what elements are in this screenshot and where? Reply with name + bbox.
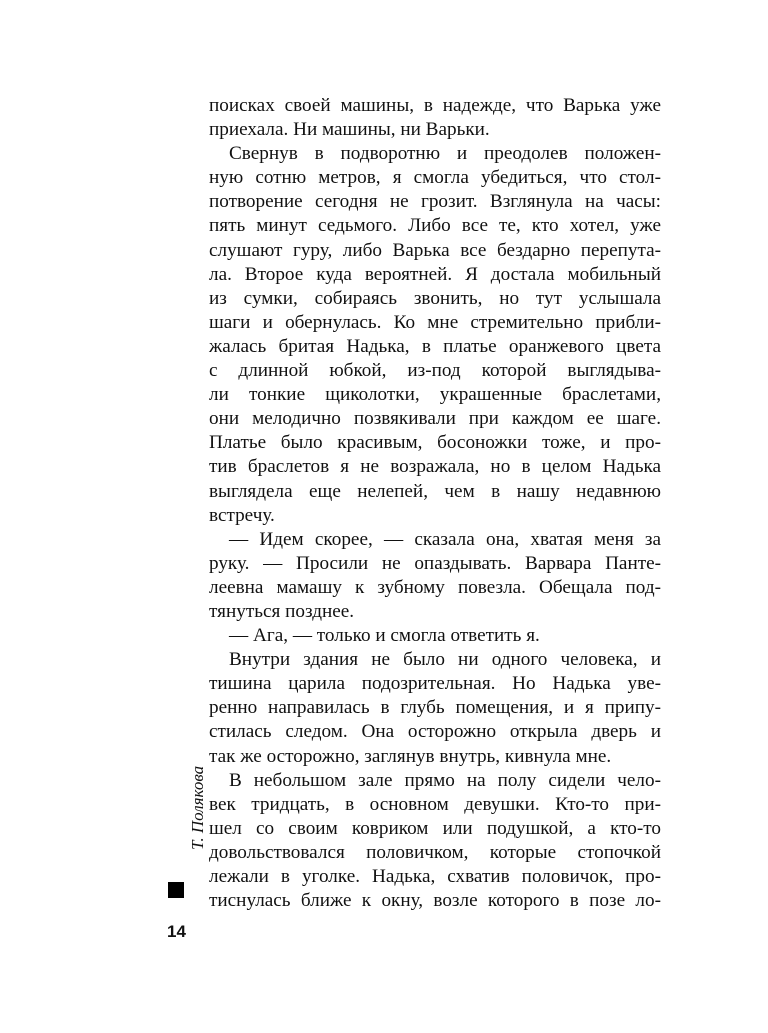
text-line: поисках своей машины, в надежде, что Варька уже	[209, 95, 661, 116]
text-line: стилась следом. Она осторожно открыла дверь и	[209, 721, 661, 743]
text-line: — Идем скорее, — сказала она, хватая меня за	[229, 528, 661, 550]
text-line: В небольшом зале прямо на полу сидели чело-	[229, 769, 661, 791]
text-line: шаги и обернулась. Ко мне стремительно прибли-	[209, 311, 661, 333]
text-line: тишина царила подозрительная. Но Надька уве-	[209, 673, 661, 695]
text-line: ла. Второе куда вероятней. Я достала мобильный	[209, 263, 661, 285]
text-line: они мелодично позвякивали при каждом ее шаге.	[209, 408, 661, 430]
text-line: Внутри здания не было ни одного человека, и	[229, 649, 661, 671]
text-line: потворение сегодня не грозит. Взглянула на часы:	[209, 191, 661, 213]
text-line: век тридцать, в основном девушки. Кто-то при-	[209, 793, 661, 815]
text-line: пять минут седьмого. Либо все те, кто хотел, уже	[209, 215, 661, 237]
body-text	[209, 94, 661, 913]
text-line: довольствовался половичком, которые стопочкой	[209, 841, 661, 863]
text-line: ли тонкие щиколотки, украшенные браслетами,	[209, 384, 661, 406]
text-line: лежали в уголке. Надька, схватив половичок, про-	[209, 866, 661, 887]
text-line: ную сотню метров, я смогла убедиться, что стол-	[209, 167, 661, 189]
text-line: шел со своим ковриком или подушкой, а кто-то	[209, 817, 661, 839]
text-line: из сумки, собираясь звонить, но тут услышала	[209, 287, 661, 309]
text-line: Свернув в подворотню и преодолев положен-	[229, 143, 661, 165]
text-line: приехала. Ни машины, ни Варьки.	[209, 119, 490, 141]
text-line: слушают гуру, либо Варька все бездарно перепута-	[209, 239, 661, 261]
square-marker	[168, 882, 184, 898]
text-line: тянуться позднее.	[209, 600, 355, 622]
text-line: Платье было красивым, босоножки тоже, и про-	[209, 432, 661, 454]
text-line: леевна мамашу к зубному повезла. Обещала под-	[209, 576, 661, 598]
text-line: так же осторожно, заглянув внутрь, кивнула мне.	[209, 745, 612, 767]
text-line: тив браслетов я не возражала, но в целом Надька	[209, 456, 661, 478]
text-line: ренно направилась в глубь помещения, и я припу-	[209, 697, 661, 719]
running-head: Т. Полякова	[188, 765, 207, 850]
text-line: руку. — Просили не опаздывать. Варвара Панте-	[209, 552, 661, 574]
text-line: выглядела еще нелепей, чем в нашу недавнюю	[209, 480, 661, 502]
text-line: тиснулась ближе к окну, возле которого в позе ло-	[209, 890, 661, 912]
page-number: 14	[167, 922, 186, 941]
text-line: — Ага, — только и смогла ответить я.	[229, 625, 540, 647]
text-line: с длинной юбкой, из-под которой выглядыва-	[209, 360, 661, 382]
text-line: встречу.	[209, 504, 275, 526]
text-line: жалась бритая Надька, в платье оранжевого цвета	[209, 335, 661, 357]
